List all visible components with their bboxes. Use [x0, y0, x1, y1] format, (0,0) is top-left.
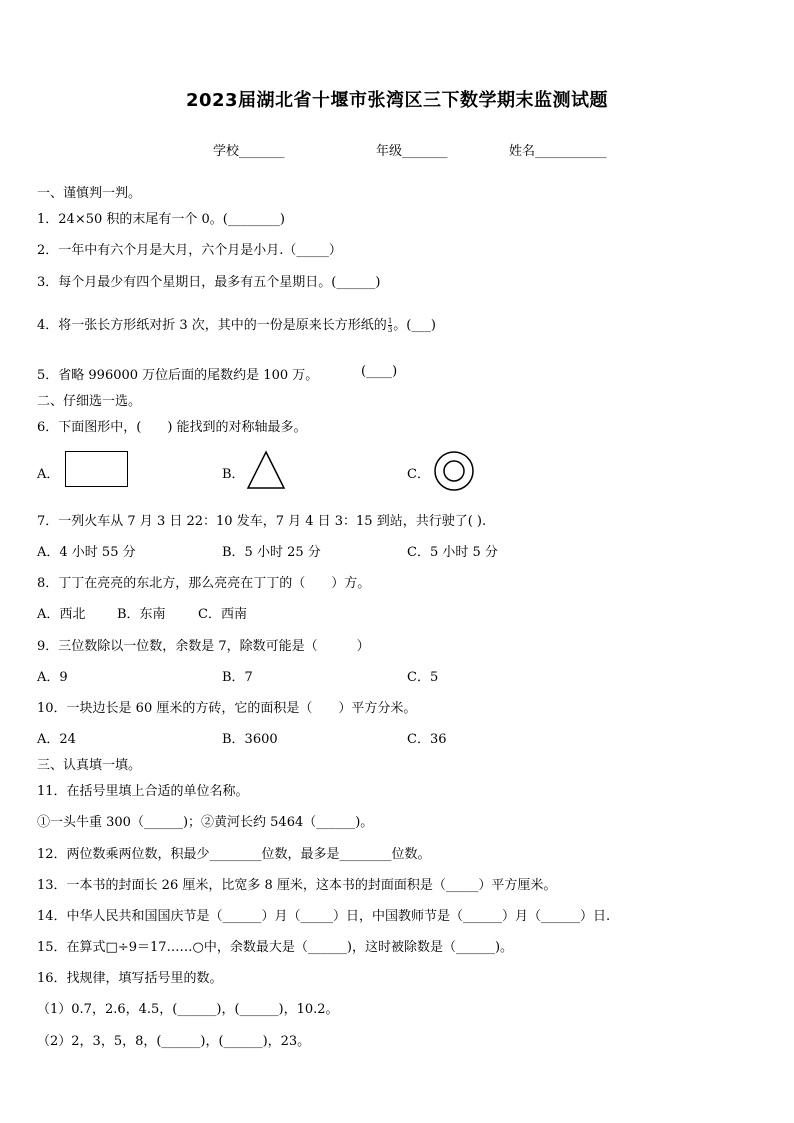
q10-option-b: B．3600: [222, 732, 278, 747]
question-14: 14．中华人民共和国国庆节是（______）月（_____）日，中国教师节是（______）月（______）日.: [37, 909, 611, 924]
q7-option-a: A．4 小时 55 分: [37, 545, 136, 560]
question-9: 9．三位数除以一位数，余数是 7，除数可能是（ ）: [37, 639, 370, 654]
question-16: 16．找规律，填写括号里的数。: [37, 971, 223, 986]
question-16-part-1: （1）0.7，2.6，4.5，(______)，(______)，10.2。: [37, 1002, 339, 1017]
q6-option-b: B．: [222, 467, 245, 482]
q8-option-c: C．西南: [198, 607, 247, 622]
q9-option-b: B．7: [222, 670, 253, 685]
question-1: 1．24×50 积的末尾有一个 0。(________): [37, 212, 285, 227]
rectangle-shape-icon: [65, 451, 128, 487]
fraction-numerator: 1: [387, 317, 393, 325]
section-heading-2: 二、仔细选一选。: [37, 394, 142, 409]
question-4-text: 4．将一张长方形纸对折 3 次，其中的一份是原来长方形纸的: [37, 318, 387, 333]
school-field: 学校_______: [213, 144, 285, 159]
question-11: 11．在括号里填上合适的单位名称。: [37, 784, 249, 799]
question-10: 10．一块边长是 60 厘米的方砖，它的面积是（ ）平方分米。: [37, 701, 417, 716]
q7-option-c: C．5 小时 5 分: [407, 545, 498, 560]
q8-option-a: A．西北: [37, 607, 86, 622]
question-11-sub: ①一头牛重 300（______)；②黄河长约 5464（______)。: [37, 815, 374, 830]
concentric-circles-shape-icon: [433, 450, 475, 492]
q9-option-c: C．5: [407, 670, 439, 685]
fraction-denominator: 3: [387, 326, 393, 334]
triangle-shape-icon: [246, 450, 286, 490]
question-6: 6．下面图形中，( ) 能找到的对称轴最多。: [37, 420, 307, 435]
q6-option-c: C．: [407, 467, 430, 482]
question-8: 8．丁丁在亮亮的东北方，那么亮亮在丁丁的（ ）方。: [37, 576, 371, 591]
page-title: 2023届湖北省十堰市张湾区三下数学期末监测试题: [185, 90, 609, 111]
question-15: 15．在算式□÷9＝17……○中，余数最大是（______)，这时被除数是（______)。: [37, 940, 514, 955]
name-field: 姓名___________: [509, 144, 607, 159]
q10-option-a: A．24: [37, 732, 76, 747]
q10-option-c: C．36: [407, 732, 447, 747]
grade-field: 年级_______: [376, 144, 448, 159]
question-2: 2．一年中有六个月是大月，六个月是小月.（_____）: [37, 243, 342, 258]
fraction: [388, 317, 392, 334]
question-12: 12．两位数乘两位数，积最少________位数，最多是________位数。: [37, 847, 431, 862]
q8-option-b: B．东南: [117, 607, 166, 622]
question-7: 7．一列火车从 7 月 3 日 22：10 发车，7 月 4 日 3：15 到站，共行驶了( ).: [37, 514, 487, 529]
q7-option-b: B．5 小时 25 分: [222, 545, 321, 560]
q9-option-a: A．9: [37, 670, 68, 685]
q6-option-a: A．: [37, 467, 60, 482]
question-13: 13．一本书的封面长 26 厘米，比宽多 8 厘米，这本书的封面面积是（_____）平方厘米。: [37, 878, 557, 893]
question-4-blank: 。(___): [393, 318, 436, 333]
question-4: [37, 314, 436, 334]
question-16-part-2: （2）2，3，5，8，(______)，(______)，23。: [37, 1034, 311, 1049]
question-5: 5．省略 996000 万位后面的尾数约是 100 万。: [37, 368, 319, 383]
section-heading-3: 三、认真填一填。: [37, 758, 142, 773]
section-heading-1: 一、谨慎判一判。: [37, 186, 142, 201]
question-3: 3．每个月最少有四个星期日，最多有五个星期日。(______): [37, 275, 381, 290]
question-5-blank: (____): [361, 364, 398, 379]
